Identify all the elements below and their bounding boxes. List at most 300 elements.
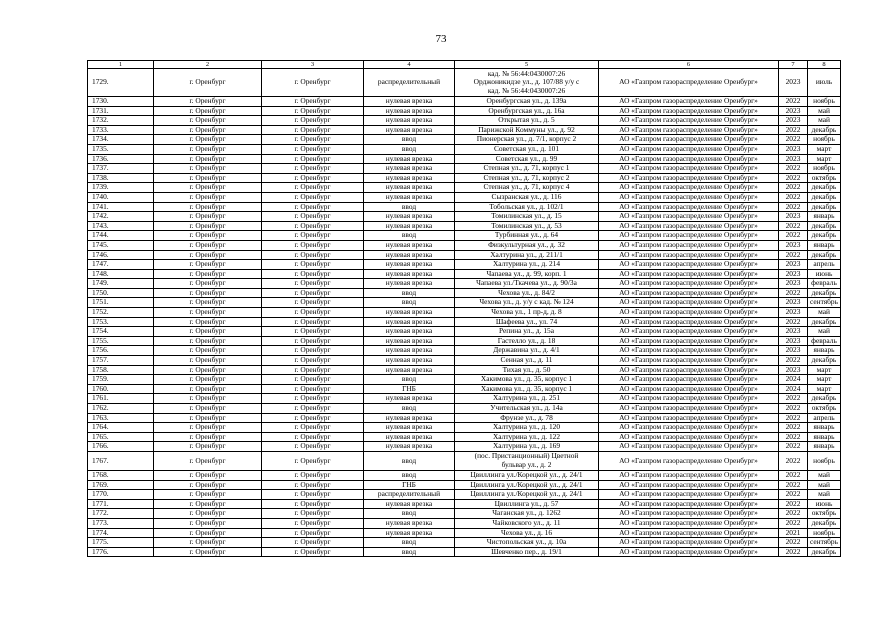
- locality-cell: г. Оренбург: [262, 183, 364, 193]
- work-type-cell: нулевая врезка: [364, 336, 455, 346]
- work-type-cell: нулевая врезка: [364, 423, 455, 433]
- city-cell: г. Оренбург: [154, 183, 262, 193]
- table-row: [88, 116, 841, 126]
- city-cell: г. Оренбург: [154, 336, 262, 346]
- work-type-cell: ввод: [364, 298, 455, 308]
- month-cell: октябрь: [808, 509, 841, 519]
- address-cell: [455, 442, 599, 452]
- row-number: 1739.: [88, 183, 154, 193]
- locality-cell: г. Оренбург: [262, 308, 364, 318]
- address-line: (пос. Пристанционный) Цветной: [474, 451, 579, 461]
- locality-cell: г. Оренбург: [262, 144, 364, 154]
- locality-cell: г. Оренбург: [262, 394, 364, 404]
- row-number: 1731.: [88, 106, 154, 116]
- address-cell: [455, 490, 599, 500]
- work-type-cell: ввод: [364, 231, 455, 241]
- year-cell: 2022: [779, 432, 808, 442]
- organization-cell: АО «Газпром газораспределение Оренбург»: [599, 106, 779, 116]
- address-cell: [455, 231, 599, 241]
- address-line: Репина ул., д. 15а: [498, 326, 554, 336]
- year-cell: 2023: [779, 106, 808, 116]
- city-cell: г. Оренбург: [154, 212, 262, 222]
- work-type-cell: нулевая врезка: [364, 192, 455, 202]
- organization-cell: АО «Газпром газораспределение Оренбург»: [599, 269, 779, 279]
- city-cell: г. Оренбург: [154, 404, 262, 414]
- work-type-cell: ввод: [364, 135, 455, 145]
- locality-cell: г. Оренбург: [262, 404, 364, 414]
- row-number: 1741.: [88, 202, 154, 212]
- row-number: 1756.: [88, 346, 154, 356]
- locality-cell: г. Оренбург: [262, 547, 364, 557]
- table-row: [88, 250, 841, 260]
- address-line: Тихая ул., д. 50: [502, 365, 551, 374]
- locality-cell: г. Оренбург: [262, 154, 364, 164]
- month-cell: декабрь: [808, 547, 841, 557]
- year-cell: 2023: [779, 116, 808, 126]
- locality-cell: г. Оренбург: [262, 375, 364, 385]
- organization-cell: АО «Газпром газораспределение Оренбург»: [599, 356, 779, 366]
- organization-cell: АО «Газпром газораспределение Оренбург»: [599, 317, 779, 327]
- address-line: Турбинная ул., д. 64: [494, 230, 559, 240]
- month-cell: февраль: [808, 279, 841, 289]
- organization-cell: АО «Газпром газораспределение Оренбург»: [599, 480, 779, 490]
- table-row: [88, 231, 841, 241]
- work-type-cell: нулевая врезка: [364, 269, 455, 279]
- table-row: [88, 202, 841, 212]
- city-cell: г. Оренбург: [154, 480, 262, 490]
- row-number: 1736.: [88, 154, 154, 164]
- city-cell: г. Оренбург: [154, 144, 262, 154]
- table-row: [88, 144, 841, 154]
- organization-cell: АО «Газпром газораспределение Оренбург»: [599, 116, 779, 126]
- address-cell: [455, 221, 599, 231]
- work-type-cell: нулевая врезка: [364, 317, 455, 327]
- month-cell: май: [808, 490, 841, 500]
- row-number: 1752.: [88, 308, 154, 318]
- organization-cell: АО «Газпром газораспределение Оренбург»: [599, 173, 779, 183]
- city-cell: г. Оренбург: [154, 518, 262, 528]
- year-cell: 2022: [779, 231, 808, 241]
- month-cell: декабрь: [808, 192, 841, 202]
- organization-cell: АО «Газпром газораспределение Оренбург»: [599, 288, 779, 298]
- city-cell: г. Оренбург: [154, 327, 262, 337]
- month-cell: ноябрь: [808, 451, 841, 470]
- city-cell: г. Оренбург: [154, 240, 262, 250]
- month-cell: январь: [808, 432, 841, 442]
- address-cell: [455, 327, 599, 337]
- table-row: [88, 470, 841, 480]
- work-type-cell: нулевая врезка: [364, 518, 455, 528]
- work-type-cell: нулевая врезка: [364, 221, 455, 231]
- month-cell: сентябрь: [808, 298, 841, 308]
- locality-cell: г. Оренбург: [262, 356, 364, 366]
- table-row: [88, 317, 841, 327]
- address-line: Цвиллинга ул./Корецкой ул., д. 24/1: [470, 480, 583, 489]
- year-cell: 2022: [779, 499, 808, 509]
- table-row: [88, 183, 841, 193]
- locality-cell: г. Оренбург: [262, 240, 364, 250]
- address-cell: [455, 346, 599, 356]
- address-line: Шафеева ул., ул. 74: [495, 317, 558, 326]
- address-line: Державина ул., д. 4/1: [493, 345, 560, 355]
- address-cell: [455, 260, 599, 270]
- table-body: [88, 69, 841, 557]
- organization-cell: АО «Газпром газораспределение Оренбург»: [599, 404, 779, 414]
- city-cell: г. Оренбург: [154, 499, 262, 509]
- address-line: Оренбургская ул., д. 139а: [486, 96, 567, 105]
- address-cell: [455, 269, 599, 279]
- row-number: 1735.: [88, 144, 154, 154]
- table-row: [88, 518, 841, 528]
- table-row: [88, 528, 841, 538]
- locality-cell: г. Оренбург: [262, 528, 364, 538]
- organization-cell: АО «Газпром газораспределение Оренбург»: [599, 365, 779, 375]
- address-cell: [455, 240, 599, 250]
- row-number: 1764.: [88, 423, 154, 433]
- organization-cell: АО «Газпром газораспределение Оренбург»: [599, 384, 779, 394]
- work-type-cell: ввод: [364, 404, 455, 414]
- address-cell: [455, 164, 599, 174]
- organization-cell: АО «Газпром газораспределение Оренбург»: [599, 164, 779, 174]
- table-row: [88, 288, 841, 298]
- locality-cell: г. Оренбург: [262, 279, 364, 289]
- month-cell: декабрь: [808, 317, 841, 327]
- year-cell: 2022: [779, 202, 808, 212]
- table-row: [88, 375, 841, 385]
- work-type-cell: нулевая врезка: [364, 327, 455, 337]
- work-type-cell: ввод: [364, 547, 455, 557]
- locality-cell: г. Оренбург: [262, 212, 364, 222]
- row-number: 1745.: [88, 240, 154, 250]
- work-type-cell: нулевая врезка: [364, 250, 455, 260]
- address-cell: [455, 183, 599, 193]
- table-row: [88, 413, 841, 423]
- month-cell: ноябрь: [808, 135, 841, 145]
- year-cell: 2022: [779, 135, 808, 145]
- address-line: Степная ул., д. 71, корпус 1: [483, 163, 570, 173]
- month-cell: февраль: [808, 336, 841, 346]
- month-cell: октябрь: [808, 173, 841, 183]
- year-cell: 2023: [779, 212, 808, 222]
- month-cell: март: [808, 384, 841, 394]
- city-cell: г. Оренбург: [154, 231, 262, 241]
- work-type-cell: нулевая врезка: [364, 413, 455, 423]
- city-cell: г. Оренбург: [154, 308, 262, 318]
- table-row: [88, 365, 841, 375]
- locality-cell: г. Оренбург: [262, 423, 364, 433]
- locality-cell: г. Оренбург: [262, 202, 364, 212]
- month-cell: май: [808, 470, 841, 480]
- row-number: 1758.: [88, 365, 154, 375]
- year-cell: 2022: [779, 356, 808, 366]
- row-number: 1748.: [88, 269, 154, 279]
- address-line: Чистопольская ул., д. 10а: [486, 537, 567, 547]
- year-cell: 2022: [779, 164, 808, 174]
- locality-cell: г. Оренбург: [262, 288, 364, 298]
- city-cell: г. Оренбург: [154, 538, 262, 548]
- address-cell: [455, 336, 599, 346]
- year-cell: 2022: [779, 423, 808, 433]
- city-cell: г. Оренбург: [154, 164, 262, 174]
- month-cell: май: [808, 480, 841, 490]
- address-cell: [455, 173, 599, 183]
- address-line: Халтурина ул., д. 251: [492, 393, 561, 403]
- year-cell: 2022: [779, 547, 808, 557]
- year-cell: 2023: [779, 308, 808, 318]
- locality-cell: г. Оренбург: [262, 231, 364, 241]
- row-number: 1771.: [88, 499, 154, 509]
- address-line: Сызранская ул., д. 116: [491, 192, 562, 201]
- address-line: Пионерская ул., д. 7/1, корпус 2: [476, 134, 577, 144]
- row-number: 1740.: [88, 192, 154, 202]
- work-type-cell: ввод: [364, 538, 455, 548]
- address-line: Цвиллинга ул./Корецкой ул., д. 24/1: [470, 489, 583, 499]
- address-cell: [455, 69, 599, 97]
- works-table: [87, 60, 841, 557]
- locality-cell: г. Оренбург: [262, 269, 364, 279]
- month-cell: октябрь: [808, 404, 841, 414]
- city-cell: г. Оренбург: [154, 423, 262, 433]
- organization-cell: АО «Газпром газораспределение Оренбург»: [599, 240, 779, 250]
- table-row: [88, 173, 841, 183]
- organization-cell: АО «Газпром газораспределение Оренбург»: [599, 490, 779, 500]
- address-cell: [455, 116, 599, 126]
- address-line: Парижской Коммуны ул., д. 92: [478, 125, 575, 134]
- locality-cell: г. Оренбург: [262, 490, 364, 500]
- row-number: 1732.: [88, 116, 154, 126]
- organization-cell: АО «Газпром газораспределение Оренбург»: [599, 260, 779, 270]
- column-number: 5: [455, 61, 599, 69]
- organization-cell: АО «Газпром газораспределение Оренбург»: [599, 327, 779, 337]
- year-cell: 2021: [779, 528, 808, 538]
- row-number: 1759.: [88, 375, 154, 385]
- row-number: 1769.: [88, 480, 154, 490]
- month-cell: апрель: [808, 413, 841, 423]
- month-cell: май: [808, 308, 841, 318]
- address-line: Советская ул., д. 101: [493, 144, 560, 153]
- table-row: [88, 106, 841, 116]
- column-number: 2: [154, 61, 262, 69]
- organization-cell: АО «Газпром газораспределение Оренбург»: [599, 298, 779, 308]
- address-cell: [455, 375, 599, 385]
- year-cell: 2022: [779, 404, 808, 414]
- month-cell: январь: [808, 346, 841, 356]
- city-cell: г. Оренбург: [154, 528, 262, 538]
- locality-cell: г. Оренбург: [262, 192, 364, 202]
- locality-cell: г. Оренбург: [262, 125, 364, 135]
- locality-cell: г. Оренбург: [262, 451, 364, 470]
- locality-cell: г. Оренбург: [262, 221, 364, 231]
- month-cell: июнь: [808, 269, 841, 279]
- work-type-cell: ГНБ: [364, 384, 455, 394]
- address-line: Тобольская ул., д. 102/1: [489, 202, 564, 211]
- address-cell: [455, 298, 599, 308]
- row-number: 1729.: [88, 69, 154, 97]
- month-cell: ноябрь: [808, 164, 841, 174]
- city-cell: г. Оренбург: [154, 432, 262, 442]
- table-row: [88, 327, 841, 337]
- row-number: 1746.: [88, 250, 154, 260]
- work-type-cell: нулевая врезка: [364, 173, 455, 183]
- month-cell: сентябрь: [808, 538, 841, 548]
- row-number: 1762.: [88, 404, 154, 414]
- organization-cell: АО «Газпром газораспределение Оренбург»: [599, 432, 779, 442]
- organization-cell: АО «Газпром газораспределение Оренбург»: [599, 279, 779, 289]
- organization-cell: АО «Газпром газораспределение Оренбург»: [599, 518, 779, 528]
- locality-cell: г. Оренбург: [262, 442, 364, 452]
- city-cell: г. Оренбург: [154, 451, 262, 470]
- year-cell: 2023: [779, 365, 808, 375]
- city-cell: г. Оренбург: [154, 394, 262, 404]
- locality-cell: г. Оренбург: [262, 135, 364, 145]
- row-number: 1770.: [88, 490, 154, 500]
- locality-cell: г. Оренбург: [262, 432, 364, 442]
- address-cell: [455, 365, 599, 375]
- organization-cell: АО «Газпром газораспределение Оренбург»: [599, 394, 779, 404]
- column-number: 4: [364, 61, 455, 69]
- locality-cell: г. Оренбург: [262, 518, 364, 528]
- table-row: [88, 308, 841, 318]
- row-number: 1767.: [88, 451, 154, 470]
- city-cell: г. Оренбург: [154, 490, 262, 500]
- table-row: [88, 69, 841, 97]
- address-cell: [455, 423, 599, 433]
- year-cell: 2022: [779, 173, 808, 183]
- address-cell: [455, 480, 599, 490]
- table-row: [88, 269, 841, 279]
- year-cell: 2023: [779, 336, 808, 346]
- work-type-cell: нулевая врезка: [364, 346, 455, 356]
- work-type-cell: нулевая врезка: [364, 528, 455, 538]
- organization-cell: АО «Газпром газораспределение Оренбург»: [599, 451, 779, 470]
- month-cell: декабрь: [808, 202, 841, 212]
- address-cell: [455, 154, 599, 164]
- address-line: Степная ул., д. 71, корпус 4: [483, 182, 570, 192]
- row-number: 1765.: [88, 432, 154, 442]
- work-type-cell: распределительный: [364, 490, 455, 500]
- month-cell: январь: [808, 423, 841, 433]
- address-line: бульвар ул., д. 2: [501, 459, 552, 469]
- city-cell: г. Оренбург: [154, 106, 262, 116]
- address-cell: [455, 547, 599, 557]
- organization-cell: АО «Газпром газораспределение Оренбург»: [599, 231, 779, 241]
- locality-cell: г. Оренбург: [262, 509, 364, 519]
- organization-cell: АО «Газпром газораспределение Оренбург»: [599, 250, 779, 260]
- organization-cell: АО «Газпром газораспределение Оренбург»: [599, 509, 779, 519]
- address-line: Халтурина ул., д. 169: [492, 441, 561, 451]
- table-row: [88, 490, 841, 500]
- month-cell: январь: [808, 442, 841, 452]
- address-line: кад. № 56:44:0430007:26: [487, 85, 566, 95]
- address-line: Гастелло ул., д. 18: [497, 336, 556, 345]
- work-type-cell: нулевая врезка: [364, 183, 455, 193]
- address-cell: [455, 518, 599, 528]
- address-line: Халтурина ул., д. 214: [492, 259, 561, 269]
- month-cell: май: [808, 327, 841, 337]
- table-row: [88, 135, 841, 145]
- year-cell: 2023: [779, 298, 808, 308]
- address-cell: [455, 538, 599, 548]
- table-row: [88, 480, 841, 490]
- month-cell: декабрь: [808, 125, 841, 135]
- table-row: [88, 442, 841, 452]
- address-line: Томилинская ул., д. 15: [491, 211, 562, 221]
- city-cell: г. Оренбург: [154, 509, 262, 519]
- work-type-cell: нулевая врезка: [364, 356, 455, 366]
- row-number: 1753.: [88, 317, 154, 327]
- row-number: 1766.: [88, 442, 154, 452]
- address-cell: [455, 413, 599, 423]
- column-number: 3: [262, 61, 364, 69]
- city-cell: г. Оренбург: [154, 192, 262, 202]
- work-type-cell: нулевая врезка: [364, 106, 455, 116]
- locality-cell: г. Оренбург: [262, 365, 364, 375]
- column-number: 7: [779, 61, 808, 69]
- row-number: 1773.: [88, 518, 154, 528]
- city-cell: г. Оренбург: [154, 442, 262, 452]
- month-cell: январь: [808, 240, 841, 250]
- address-line: Халтурина ул., д. 122: [492, 432, 561, 441]
- work-type-cell: распределительный: [364, 69, 455, 97]
- city-cell: г. Оренбург: [154, 135, 262, 145]
- row-number: 1775.: [88, 538, 154, 548]
- row-number: 1733.: [88, 125, 154, 135]
- address-cell: [455, 125, 599, 135]
- address-line: Чайковского ул., д. 11: [492, 518, 561, 527]
- month-cell: декабрь: [808, 221, 841, 231]
- work-type-cell: нулевая врезка: [364, 154, 455, 164]
- year-cell: 2022: [779, 538, 808, 548]
- table-row: [88, 384, 841, 394]
- month-cell: март: [808, 154, 841, 164]
- table-row: [88, 240, 841, 250]
- city-cell: г. Оренбург: [154, 69, 262, 97]
- work-type-cell: нулевая врезка: [364, 394, 455, 404]
- locality-cell: г. Оренбург: [262, 480, 364, 490]
- row-number: 1742.: [88, 212, 154, 222]
- year-cell: 2022: [779, 125, 808, 135]
- locality-cell: г. Оренбург: [262, 164, 364, 174]
- row-number: 1757.: [88, 356, 154, 366]
- city-cell: г. Оренбург: [154, 365, 262, 375]
- city-cell: г. Оренбург: [154, 356, 262, 366]
- table-row: [88, 336, 841, 346]
- organization-cell: АО «Газпром газораспределение Оренбург»: [599, 346, 779, 356]
- month-cell: март: [808, 375, 841, 385]
- month-cell: май: [808, 116, 841, 126]
- city-cell: г. Оренбург: [154, 288, 262, 298]
- work-type-cell: нулевая врезка: [364, 116, 455, 126]
- address-cell: [455, 470, 599, 480]
- year-cell: 2022: [779, 442, 808, 452]
- table-row: [88, 509, 841, 519]
- organization-cell: АО «Газпром газораспределение Оренбург»: [599, 125, 779, 135]
- row-number: 1750.: [88, 288, 154, 298]
- row-number: 1743.: [88, 221, 154, 231]
- work-type-cell: нулевая врезка: [364, 442, 455, 452]
- year-cell: 2022: [779, 183, 808, 193]
- address-line: Сенная ул., д. 11: [500, 355, 553, 365]
- city-cell: г. Оренбург: [154, 125, 262, 135]
- month-cell: январь: [808, 212, 841, 222]
- organization-cell: АО «Газпром газораспределение Оренбург»: [599, 221, 779, 231]
- year-cell: 2022: [779, 451, 808, 470]
- row-number: 1772.: [88, 509, 154, 519]
- address-cell: [455, 317, 599, 327]
- address-line: Чаганская ул., д. 1262: [492, 508, 561, 518]
- year-cell: 2022: [779, 317, 808, 327]
- locality-cell: г. Оренбург: [262, 317, 364, 327]
